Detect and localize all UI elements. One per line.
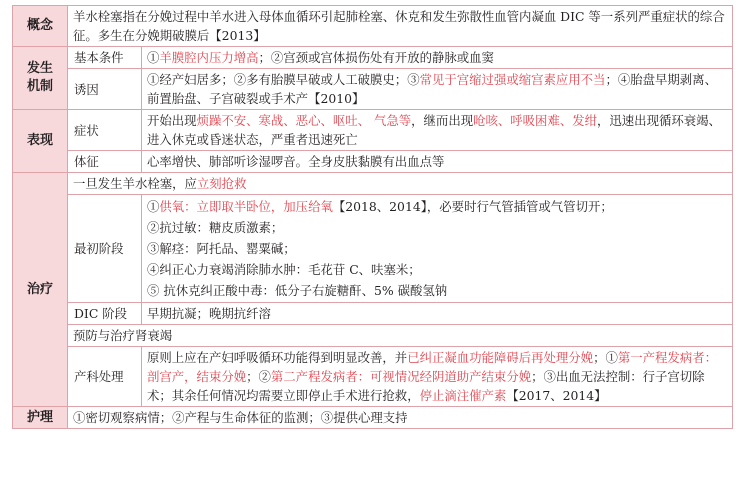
nursing-text: ①密切观察病情；②产程与生命体征的监测；③提供心理支持 [68, 407, 733, 429]
obs-highlight-2: 第一产程发病者：剖宫产，结束分娩 [147, 350, 717, 384]
obs-p1: 原则上应在产妇呼吸循环功能得到明显改善，并 [147, 350, 408, 365]
sign-label: 体征 [68, 151, 142, 173]
obs-p9: 【2017、2014】 [506, 388, 607, 403]
sign-text: 心率增快、肺部听诊湿啰音。全身皮肤黏膜有出血点等 [142, 151, 733, 173]
basic-p3: ；②宫颈或宫体损伤处有开放的静脉或血窦 [258, 50, 494, 65]
symptom-p1: 开始出现 [147, 113, 197, 128]
nursing-row [13, 407, 733, 429]
nursing-label: 护理 [13, 407, 68, 429]
symptom-p5: ，迅速出现循环衰竭、进入休克或昏迷状态，严重者迅速死亡 [147, 113, 721, 147]
cause-p3: ；④胎盘早期剥离、前置胎盘、子宫破裂或手术产【2010】 [147, 72, 717, 106]
initial-stage-label: 最初阶段 [68, 195, 142, 303]
renal-row [13, 325, 733, 347]
amniotic-embolism-table [12, 5, 733, 429]
basic-condition-text [142, 47, 733, 69]
cause-p1: ①经产妇居多；②多有胎膜早破或人工破膜史；③ [147, 72, 420, 87]
initial-line-3: ③解痉：阿托品、罂粟碱； [147, 241, 296, 256]
concept-label: 概念 [13, 6, 68, 47]
initial-line-2: ②抗过敏：糖皮质激素； [147, 220, 284, 235]
intro-p1: 一旦发生羊水栓塞，应 [73, 176, 197, 191]
symptom-row [13, 110, 733, 151]
treatment-label: 治疗 [13, 173, 68, 407]
treatment-intro-text [68, 173, 733, 195]
basic-condition-label: 基本条件 [68, 47, 142, 69]
mechanism-basic-row [13, 47, 733, 69]
concept-text: 羊水栓塞指在分娩过程中羊水进入母体血循环引起肺栓塞、休克和发生弥散性血管内凝血 DIC 等一系列严重症状的综合征。多生在分娩期破膜后【2013】 [68, 6, 733, 47]
cause-label: 诱因 [68, 69, 142, 110]
presentation-label: 表现 [13, 110, 68, 173]
treatment-intro-row [13, 173, 733, 195]
obs-p7: ；③出血无法控制：行子宫切除术；其余任何情况均需要立即停止手术进行抢救， [147, 369, 705, 403]
initial-stage-row [13, 195, 733, 303]
mechanism-label-line2: 机制 [26, 79, 53, 94]
symptom-text [142, 110, 733, 151]
intro-highlight: 立刻抢救 [196, 176, 247, 191]
renal-text: 预防与治疗肾衰竭 [68, 325, 733, 347]
initial-stage-text [142, 195, 733, 303]
obstetric-row [13, 347, 733, 407]
symptom-label: 症状 [68, 110, 142, 151]
basic-p1: ① [147, 50, 160, 65]
dic-row [13, 303, 733, 325]
symptom-p3: ，继而出现 [411, 113, 474, 128]
dic-label: DIC 阶段 [68, 303, 142, 325]
initial-line-4: ④纠正心力衰竭消除肺水肿：毛花苷 C、呋塞米； [147, 262, 421, 277]
obs-p5: ；② [246, 369, 271, 384]
obs-highlight-3: 第二产程发病者：可视情况经阴道助产结束分娩 [270, 369, 532, 384]
obs-highlight-1: 已纠正凝血功能障碍后再处理分娩 [407, 350, 594, 365]
mechanism-cause-row [13, 69, 733, 110]
symptom-highlight-1: 烦躁不安、寒战、恶心、呕吐、 气急等 [196, 113, 412, 128]
obs-highlight-4: 停止滴注催产素 [419, 388, 507, 403]
obstetric-text [142, 347, 733, 407]
initial-line-1 [147, 196, 727, 217]
cause-text [142, 69, 733, 110]
symptom-highlight-2: 呛咳、呼吸困难、发绀 [473, 113, 598, 128]
initial-l1-highlight: 供氧：立即取半卧位，加压给氧 [159, 199, 333, 214]
dic-text: 早期抗凝；晚期抗纤溶 [142, 303, 733, 325]
obstetric-label: 产科处理 [68, 347, 142, 407]
cause-highlight: 常见于宫缩过强或缩宫素应用不当 [419, 72, 606, 87]
concept-row [13, 6, 733, 47]
basic-highlight: 羊膜腔内压力增高 [159, 50, 259, 65]
obs-p3: ；① [593, 350, 618, 365]
initial-l1-a: ① [147, 199, 160, 214]
sign-row [13, 151, 733, 173]
initial-l1-c: 【2018、2014】，必要时行气管插管或气管切开； [332, 199, 613, 214]
mechanism-label [13, 47, 68, 110]
mechanism-label-line1: 发生 [26, 61, 53, 76]
initial-line-5: ⑤ 抗休克纠正酸中毒：低分子右旋糖酐、5% 碳酸氢钠 [147, 283, 448, 298]
